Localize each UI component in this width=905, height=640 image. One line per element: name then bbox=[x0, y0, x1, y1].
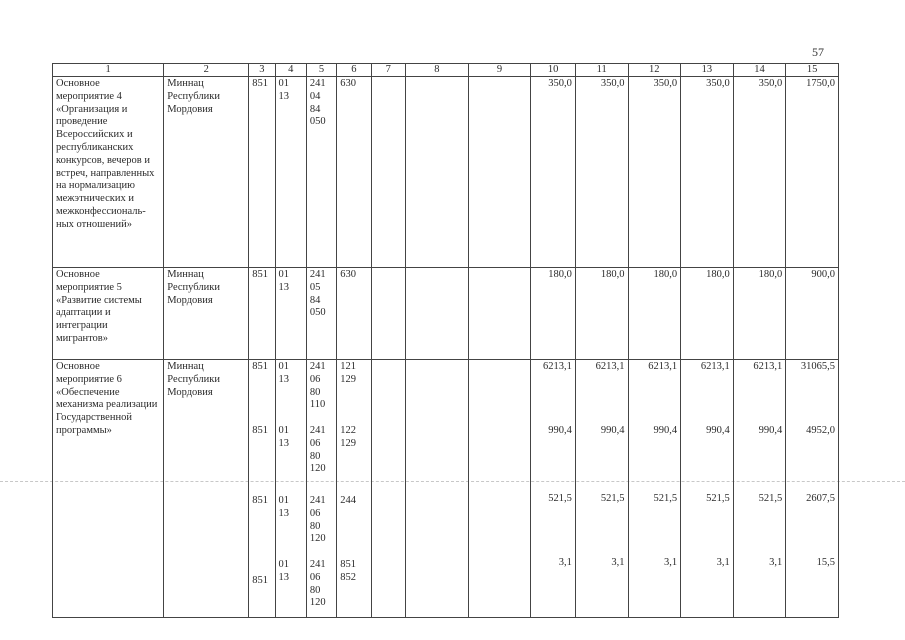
table-row bbox=[53, 360, 839, 618]
table-row bbox=[53, 268, 839, 360]
value-line: 2607,5 bbox=[806, 493, 835, 504]
measure-name: Основное мероприятие 6 «Обеспечение механизма реализации Государственной программы» bbox=[53, 360, 164, 618]
value-cell: 350,0 bbox=[733, 77, 786, 268]
header-cell: 4 bbox=[275, 64, 306, 77]
value-column bbox=[733, 360, 786, 618]
header-cell: 6 bbox=[337, 64, 371, 77]
measure-name: Основное мероприятие 4 «Организация и проведение Всероссийских и республиканских конкурсов, вечеров и встреч, направленных на нормализацию межэтнических и межконфессиональ-ных отношений» bbox=[53, 77, 164, 268]
code-line: 241 06 80 120 bbox=[309, 495, 326, 545]
executor: Миннац Республики Мордовия bbox=[164, 268, 249, 360]
value-line: 3,1 bbox=[611, 557, 625, 568]
empty-cell bbox=[371, 360, 405, 618]
code-line: 851 bbox=[252, 425, 268, 436]
code-line: 241 06 80 110 bbox=[309, 361, 326, 411]
value-line: 3,1 bbox=[716, 557, 730, 568]
value-line: 3,1 bbox=[663, 557, 678, 568]
code-column bbox=[275, 360, 306, 618]
value-cell: 180,0 bbox=[628, 268, 681, 360]
code-line: 851 852 bbox=[340, 559, 356, 583]
empty-cell bbox=[371, 268, 405, 360]
code-column bbox=[306, 360, 336, 618]
code-line: 01 13 bbox=[278, 495, 290, 519]
code-cell: 630 bbox=[337, 77, 371, 268]
code-column bbox=[249, 360, 275, 618]
value-column bbox=[531, 360, 576, 618]
value-column bbox=[786, 360, 839, 618]
header-cell: 12 bbox=[628, 64, 681, 77]
value-line: 15,5 bbox=[816, 557, 835, 568]
value-line: 521,5 bbox=[706, 493, 730, 504]
empty-cell bbox=[371, 77, 405, 268]
header-cell: 15 bbox=[786, 64, 839, 77]
header-cell: 13 bbox=[681, 64, 734, 77]
value-cell: 350,0 bbox=[531, 77, 576, 268]
value-line: 6213,1 bbox=[595, 361, 625, 372]
value-line: 31065,5 bbox=[800, 361, 835, 372]
code-line: 01 13 bbox=[278, 559, 290, 583]
value-cell: 180,0 bbox=[531, 268, 576, 360]
code-line: 851 bbox=[252, 495, 268, 506]
page-number: 57 bbox=[812, 45, 824, 59]
code-line: 851 bbox=[252, 575, 268, 586]
executor: Миннац Республики Мордовия bbox=[164, 360, 249, 618]
code-line: 241 06 80 120 bbox=[309, 559, 326, 609]
header-cell: 1 bbox=[53, 64, 164, 77]
value-line: 521,5 bbox=[600, 493, 625, 504]
code-cell: 241 04 84 050 bbox=[306, 77, 336, 268]
value-line: 990,4 bbox=[758, 425, 783, 436]
header-cell: 7 bbox=[371, 64, 405, 77]
code-line: 244 bbox=[340, 495, 356, 506]
value-line: 4952,0 bbox=[806, 425, 835, 436]
value-cell: 900,0 bbox=[786, 268, 839, 360]
executor: Миннац Республики Мордовия bbox=[164, 77, 249, 268]
value-cell: 350,0 bbox=[681, 77, 734, 268]
header-cell: 3 bbox=[249, 64, 275, 77]
header-cell: 5 bbox=[306, 64, 336, 77]
value-cell: 180,0 bbox=[575, 268, 628, 360]
header-row bbox=[53, 64, 839, 77]
header-cell: 14 bbox=[733, 64, 786, 77]
code-cell: 851 bbox=[249, 268, 275, 360]
value-line: 521,5 bbox=[653, 493, 678, 504]
code-cell: 241 05 84 050 bbox=[306, 268, 336, 360]
code-line: 121 129 bbox=[340, 361, 356, 385]
code-line: 851 bbox=[252, 361, 268, 372]
empty-cell bbox=[406, 77, 469, 268]
value-column bbox=[575, 360, 628, 618]
value-line: 6213,1 bbox=[753, 361, 783, 372]
value-line: 990,4 bbox=[548, 425, 572, 436]
header-cell: 2 bbox=[164, 64, 249, 77]
table-row bbox=[53, 77, 839, 268]
header-cell: 10 bbox=[531, 64, 576, 77]
value-cell: 350,0 bbox=[628, 77, 681, 268]
value-line: 6213,1 bbox=[543, 361, 572, 372]
header-cell: 9 bbox=[468, 64, 531, 77]
empty-cell bbox=[468, 268, 531, 360]
code-cell: 01 13 bbox=[275, 268, 306, 360]
value-line: 990,4 bbox=[600, 425, 625, 436]
code-cell: 851 bbox=[249, 77, 275, 268]
value-column bbox=[628, 360, 681, 618]
value-line: 3,1 bbox=[558, 557, 572, 568]
measure-name: Основное мероприятие 5 «Развитие системы адаптации и интеграции мигрантов» bbox=[53, 268, 164, 360]
empty-cell bbox=[468, 360, 531, 618]
code-column bbox=[337, 360, 371, 618]
value-cell: 180,0 bbox=[681, 268, 734, 360]
value-line: 6213,1 bbox=[648, 361, 678, 372]
value-line: 521,5 bbox=[548, 493, 572, 504]
budget-table bbox=[52, 63, 839, 618]
empty-cell bbox=[406, 360, 469, 618]
code-cell: 630 bbox=[337, 268, 371, 360]
header-cell: 11 bbox=[575, 64, 628, 77]
header-cell: 8 bbox=[406, 64, 469, 77]
value-cell: 180,0 bbox=[733, 268, 786, 360]
value-line: 521,5 bbox=[758, 493, 783, 504]
code-line: 241 06 80 120 bbox=[309, 425, 326, 475]
value-line: 3,1 bbox=[769, 557, 783, 568]
empty-cell bbox=[468, 77, 531, 268]
value-line: 990,4 bbox=[653, 425, 678, 436]
code-line: 122 129 bbox=[340, 425, 356, 449]
empty-cell bbox=[406, 268, 469, 360]
value-column bbox=[681, 360, 734, 618]
code-cell: 01 13 bbox=[275, 77, 306, 268]
value-cell: 1750,0 bbox=[786, 77, 839, 268]
code-line: 01 13 bbox=[278, 361, 290, 385]
value-line: 990,4 bbox=[706, 425, 730, 436]
value-cell: 350,0 bbox=[575, 77, 628, 268]
value-line: 6213,1 bbox=[700, 361, 730, 372]
code-line: 01 13 bbox=[278, 425, 290, 449]
